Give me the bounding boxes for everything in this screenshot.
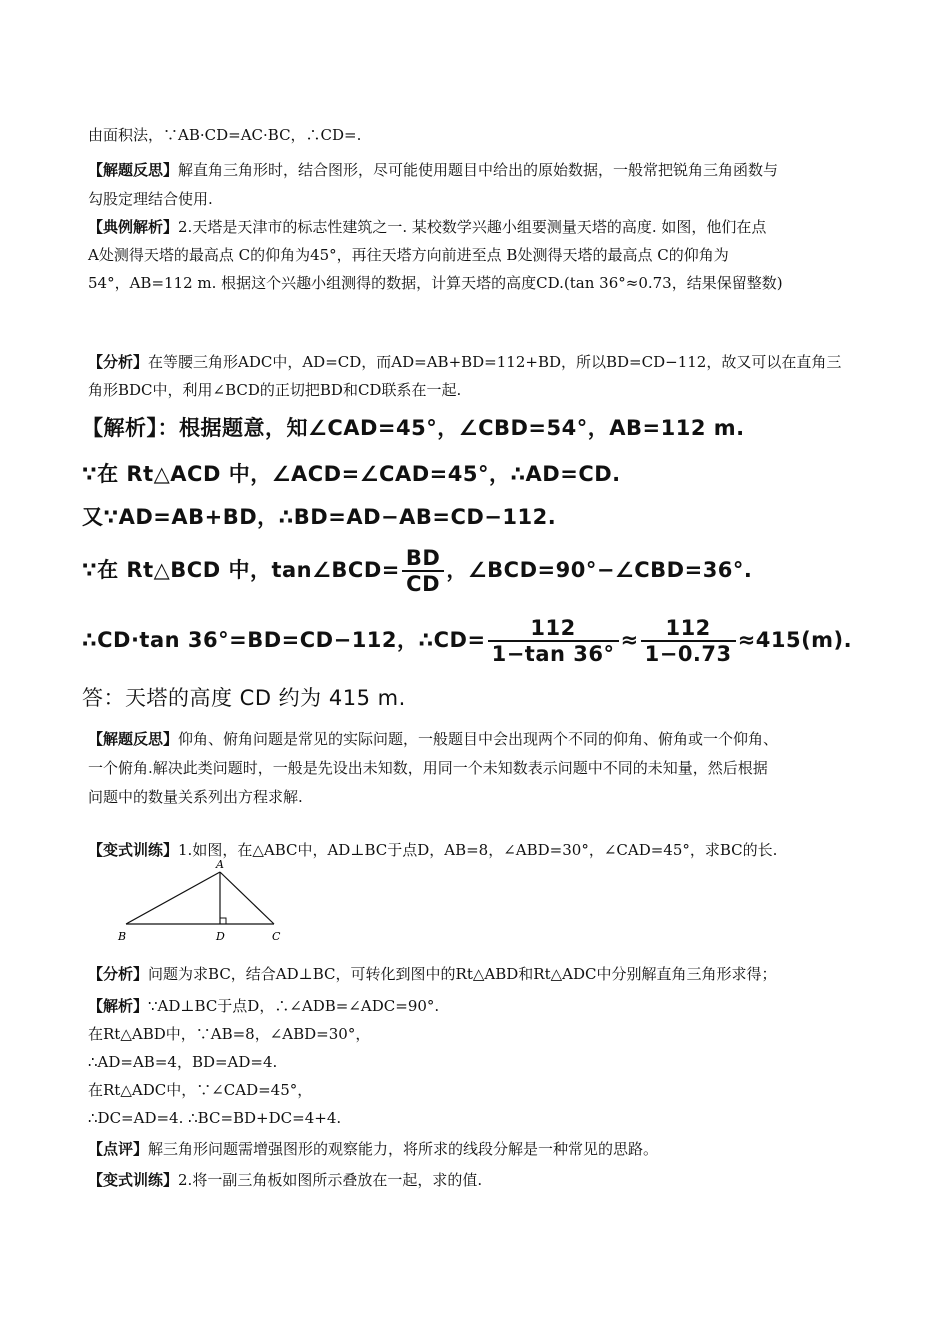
right-angle-mark xyxy=(220,918,226,924)
label-a: A xyxy=(216,858,224,871)
text-line: 一个俯角.解决此类问题时，一般是先设出未知数，用同一个未知数表示问题中不同的未知量，然后根据 xyxy=(88,759,768,777)
segment-ab xyxy=(126,872,220,924)
solution-line: ∵在 Rt△BCD 中，tan∠BCD= $\frac{BD}{CD}$ ，∠BCD=90°−∠CBD=36°. xyxy=(82,546,753,596)
solution-line: 【解析】：根据题意，知∠CAD=45°，∠CBD=54°，AB=112 m. xyxy=(82,416,745,440)
fraction: $\frac{112}{1-0.73}$ xyxy=(641,616,736,666)
answer-line: 答：天塔的高度 CD 约为 415 m. xyxy=(82,686,406,710)
text-line: 角形BDC中，利用∠BCD的正切把BD和CD联系在一起. xyxy=(88,381,462,399)
text-line: 勾股定理结合使用. xyxy=(88,190,213,208)
solution-line: 又∵AD=AB+BD，∴BD=AD−AB=CD−112. xyxy=(82,505,557,529)
text-line: 在Rt△ABD中，∵AB=8，∠ABD=30°， xyxy=(88,1025,371,1043)
text-line: 问题中的数量关系列出方程求解. xyxy=(88,788,303,806)
text-line: ∴AD=AB=4，BD=AD=4. xyxy=(88,1053,278,1071)
segment-ac xyxy=(220,872,274,924)
text-line: 【解析】∵AD⊥BC于点D，∴∠ADB=∠ADC=90°. xyxy=(88,997,440,1015)
text-line: 54°，AB=112 m. 根据这个兴趣小组测得的数据，计算天塔的高度CD.(tan 36°≈0.73，结果保留整数) xyxy=(88,274,783,292)
label-c: C xyxy=(272,930,281,943)
text-line: 【变式训练】1.如图，在△ABC中，AD⊥BC于点D，AB=8，∠ABD=30°，∠CAD=45°，求BC的长. xyxy=(88,841,778,859)
solution-line: ∵在 Rt△ACD 中，∠ACD=∠CAD=45°，∴AD=CD. xyxy=(82,462,621,486)
text-line: 【变式训练】2.将一副三角板如图所示叠放在一起，求的值. xyxy=(88,1171,483,1189)
label-d: D xyxy=(216,930,225,943)
fraction: $\frac{BD}{CD}$ xyxy=(402,546,444,596)
text-line: 由面积法，∵AB·CD=AC·BC，∴CD=. xyxy=(88,126,362,144)
text-line: ∴DC=AD=4. ∴BC=BD+DC=4+4. xyxy=(88,1109,342,1127)
triangle-figure xyxy=(110,858,300,948)
text-line: A处测得天塔的最高点 C的仰角为45°，再往天塔方向前进至点 B处测得天塔的最高点 C的仰角为 xyxy=(88,246,729,264)
fraction: $\frac{112}{1-\tan 36^\circ}$ xyxy=(488,616,619,666)
text-line: 【解题反思】仰角、俯角问题是常见的实际问题，一般题目中会出现两个不同的仰角、俯角或一个仰角、 xyxy=(88,730,779,748)
text-line: 【分析】在等腰三角形ADC中，AD=CD，而AD=AB+BD=112+BD，所以BD=CD−112，故又可以在直角三 xyxy=(88,353,842,371)
text-line: 【分析】问题为求BC，结合AD⊥BC，可转化到图中的Rt△ABD和Rt△ADC中分别解直角三角形求得； xyxy=(88,965,777,983)
label-b: B xyxy=(118,930,127,943)
text-line: 在Rt△ADC中，∵∠CAD=45°， xyxy=(88,1081,313,1099)
text-line: 【点评】解三角形问题需增强图形的观察能力，将所求的线段分解是一种常见的思路。 xyxy=(88,1140,659,1158)
solution-line: ∴CD·tan 36°=BD=CD−112，∴CD= $\frac{112}{1-\tan 36^\circ}$ ≈ $\frac{112}{1-0.73}$ ≈415(m). xyxy=(82,616,853,666)
text-line: 【解题反思】解直角三角形时，结合图形，尽可能使用题目中给出的原始数据，一般常把锐角三角函数与 xyxy=(88,161,779,179)
text-line: 【典例解析】2.天塔是天津市的标志性建筑之一. 某校数学兴趣小组要测量天塔的高度. 如图，他们在点 xyxy=(88,218,767,236)
